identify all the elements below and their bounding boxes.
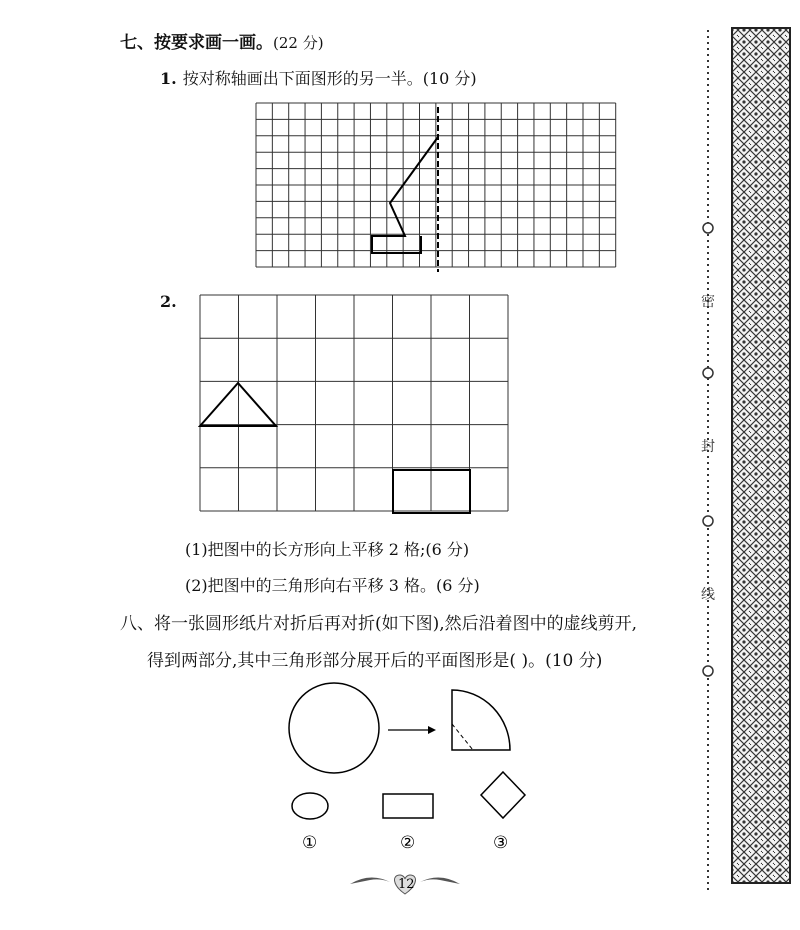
binding-hole-3 [703, 516, 713, 526]
question-1-number: 1. [160, 69, 177, 88]
option-3-diamond [481, 772, 525, 818]
option-2-label: ② [400, 833, 416, 853]
binding-char-feng: 封 [701, 439, 715, 455]
option-1-ellipse [292, 793, 328, 819]
paper-circle [289, 683, 379, 773]
grid-lines [256, 103, 616, 267]
symmetry-grid [255, 102, 623, 274]
binding-hole-4 [703, 666, 713, 676]
binding-margin [690, 0, 800, 930]
page-number: 12 [398, 877, 415, 892]
question-2-number: 2. [160, 292, 177, 311]
question-1 [160, 66, 477, 89]
footer-ornament-left [350, 877, 390, 884]
section-8-line-1: 八、将一张圆形纸片对折后再对折(如下图),然后沿着图中的虚线剪开, [120, 614, 638, 634]
binding-hole-2 [703, 368, 713, 378]
grid-lines [200, 295, 508, 511]
section-8-line-2: 得到两部分,其中三角形部分展开后的平面图形是( )。(10 分) [147, 651, 603, 671]
section-7-points: (22 分) [273, 34, 324, 52]
translation-grid [198, 293, 510, 517]
section-7-heading [120, 28, 324, 53]
folded-quarter [452, 690, 510, 750]
cut-dashed-line [452, 724, 473, 750]
option-2-rectangle [383, 794, 433, 818]
footer-ornament-right [420, 877, 460, 884]
section-7-title: 七、按要求画一画。 [120, 33, 273, 53]
decorative-border [732, 28, 790, 883]
folding-diagram [280, 680, 530, 860]
page-footer [340, 868, 470, 898]
binding-char-xian: 线 [701, 587, 715, 603]
option-3-label: ③ [493, 833, 509, 853]
question-1-text: 按对称轴画出下面图形的另一半。(10 分) [182, 69, 477, 88]
question-2-sub-1: (1)把图中的长方形向上平移 2 格;(6 分) [185, 540, 470, 559]
binding-hole-1 [703, 223, 713, 233]
option-1-label: ① [302, 833, 318, 853]
binding-char-mi: 密 [701, 294, 715, 310]
half-shape [372, 137, 438, 253]
arrow-head [428, 726, 436, 734]
question-2-sub-2: (2)把图中的三角形向右平移 3 格。(6 分) [185, 576, 480, 595]
